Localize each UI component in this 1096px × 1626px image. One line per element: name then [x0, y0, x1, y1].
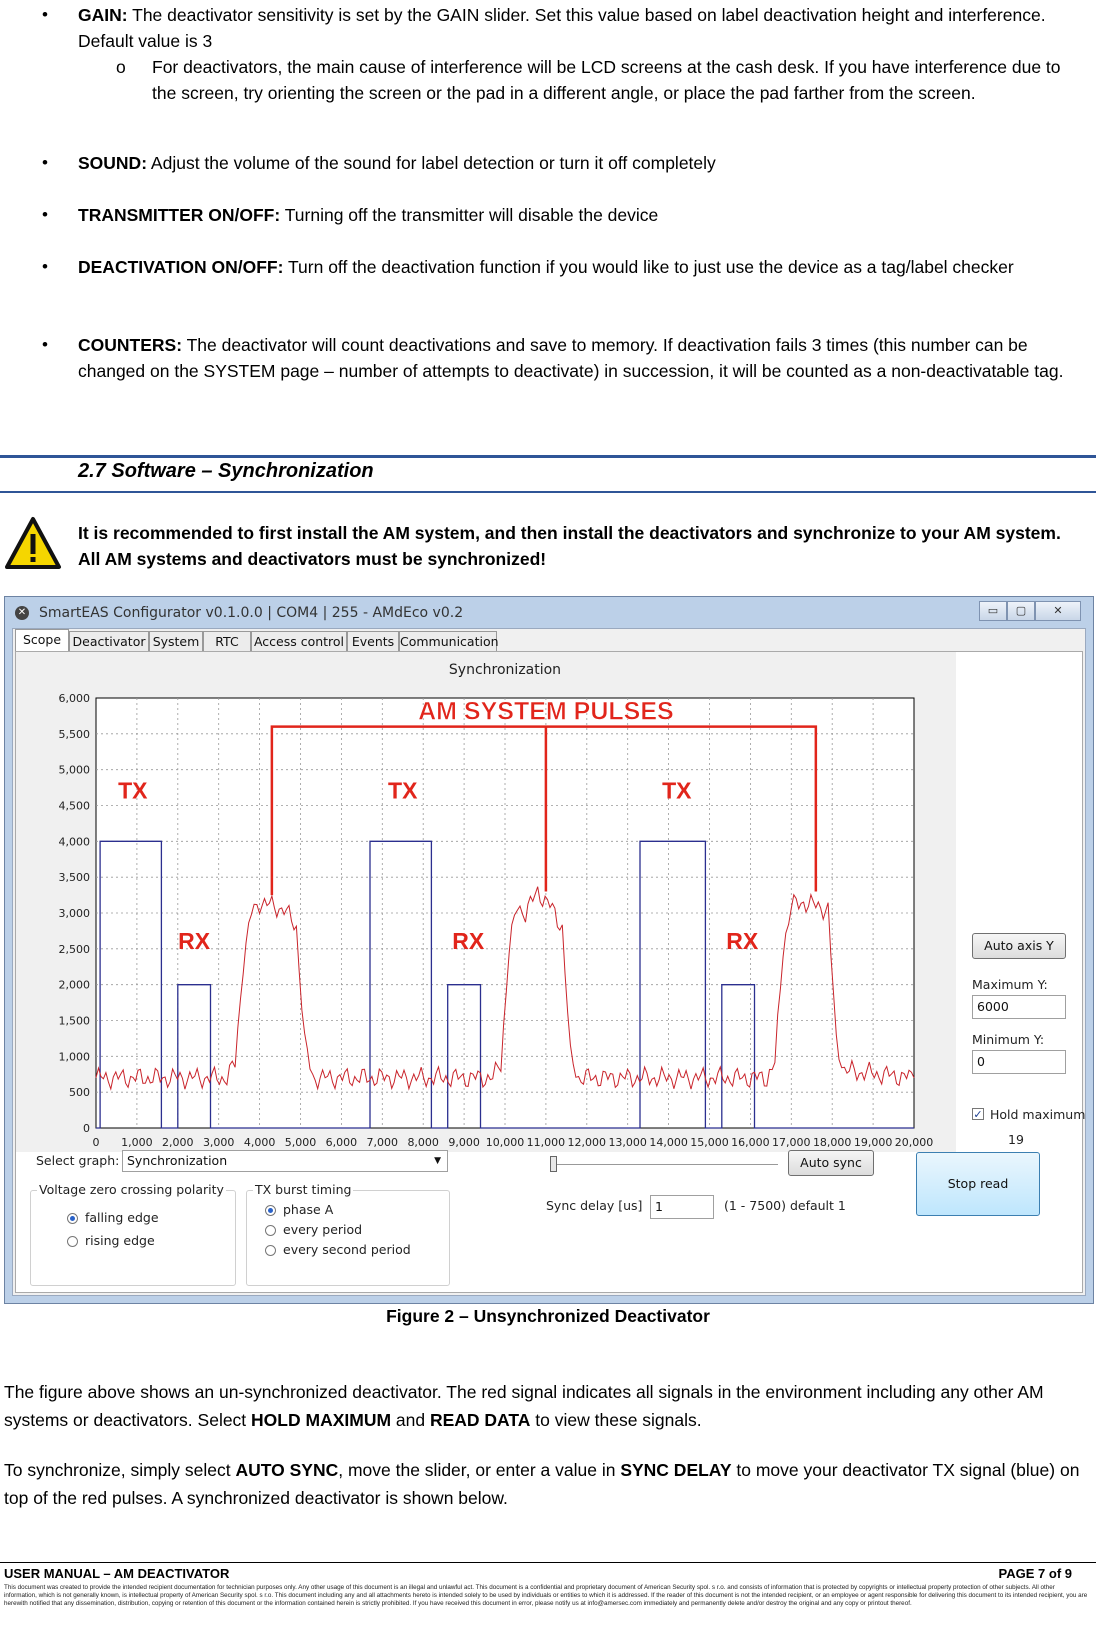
warning-text: It is recommended to first install the AM system, and then install the deactivators and synchronize to your AM system. All AM systems and deactivators must be synchronized!: [78, 523, 1061, 569]
configurator-window: [4, 596, 1094, 1304]
y-tick-label: 4,000: [58, 835, 90, 849]
paragraph-unsynchronized: [4, 1378, 1084, 1434]
x-tick-label: 17,000: [772, 1136, 811, 1149]
stop-read-button[interactable]: Stop read: [916, 1152, 1040, 1216]
bullet-text: Turn off the deactivation function if you would like to just use the device as a tag/label checker: [283, 257, 1014, 277]
rising-edge-radio[interactable]: [67, 1236, 78, 1247]
footer-rule: [0, 1562, 1096, 1563]
app-icon: ✕: [15, 606, 29, 620]
bullet-deactivation: [42, 254, 1088, 280]
section-title: 2.7 Software – Synchronization: [78, 460, 374, 482]
falling-edge-label: falling edge: [85, 1210, 159, 1225]
tab-communication[interactable]: Communication: [399, 631, 497, 652]
sync-delay-input[interactable]: 1: [650, 1195, 714, 1219]
x-tick-label: 19,000: [853, 1136, 893, 1149]
bullet-dot: •: [42, 205, 48, 224]
sub-bullet-marker: o: [116, 57, 126, 77]
bullet-dot: •: [42, 5, 48, 24]
close-button[interactable]: ✕: [1035, 601, 1081, 621]
bullet-head: GAIN:: [78, 5, 128, 25]
footer-title: USER MANUAL – AM DEACTIVATOR: [4, 1566, 230, 1581]
paragraph-synchronize: [4, 1456, 1084, 1512]
tab-deactivator[interactable]: Deactivator: [69, 631, 149, 652]
minimum-y-input[interactable]: 0: [972, 1050, 1066, 1074]
para-bold: SYNC DELAY: [620, 1460, 732, 1480]
every-period-radio[interactable]: [265, 1225, 276, 1236]
maximize-button[interactable]: ▢: [1007, 601, 1035, 621]
para-text: The figure above shows an un-synchronized deactivator. The red signal indicates all signals in the environment including any other AM systems or deactivators. Select: [4, 1382, 1044, 1430]
every-period-label: every period: [283, 1222, 363, 1237]
window-client: [12, 628, 1086, 1296]
x-tick-label: 1,000: [121, 1136, 153, 1149]
x-tick-label: 16,000: [731, 1136, 770, 1149]
minimize-button[interactable]: ▭: [979, 601, 1007, 621]
para-text: to move your deactivator TX signal (blue) on top of the red pulses. A synchronized deactivator is shown below.: [4, 1460, 1080, 1508]
select-graph-dropdown[interactable]: [122, 1150, 448, 1172]
x-tick-label: 9,000: [448, 1136, 480, 1149]
y-tick-label: 500: [69, 1086, 90, 1100]
rising-edge-label: rising edge: [85, 1233, 155, 1248]
x-tick-label: 2,000: [162, 1136, 194, 1149]
bullet-dot: •: [42, 257, 48, 276]
bullet-head: COUNTERS:: [78, 335, 183, 355]
hold-maximum-checkbox[interactable]: ✓: [973, 1108, 983, 1121]
sub-bullet-interference: [116, 54, 1088, 106]
x-tick-label: 5,000: [284, 1136, 317, 1149]
x-tick-label: 20,000: [894, 1136, 934, 1149]
tab-events[interactable]: Events: [347, 631, 399, 652]
tx-label: TX: [118, 777, 148, 804]
dropdown-arrow-icon: ▼: [434, 1156, 441, 1166]
sync-delay-label: Sync delay [us]: [546, 1198, 643, 1213]
voltage-polarity-group: [30, 1182, 236, 1286]
sync-delay-range: (1 - 7500) default 1: [724, 1198, 846, 1213]
bullet-head: TRANSMITTER ON/OFF:: [78, 205, 281, 225]
para-bold: READ DATA: [429, 1410, 531, 1430]
y-tick-label: 5,000: [58, 763, 90, 777]
select-graph-value: Synchronization: [127, 1153, 228, 1168]
bullet-text: Adjust the volume of the sound for label detection or turn it off completely: [147, 153, 716, 173]
para-bold: HOLD MAXIMUM: [251, 1410, 392, 1430]
figure-caption: Figure 2 – Unsynchronized Deactivator: [386, 1306, 710, 1326]
x-tick-label: 13,000: [608, 1136, 647, 1149]
para-text: and: [391, 1410, 430, 1430]
sync-slider-thumb[interactable]: [550, 1156, 557, 1172]
bullet-text: The deactivator will count deactivations and save to memory. If deactivation fails 3 times (this number can be changed on the SYSTEM page – number of attempts to deactivate) in succession, it will be counted as a non-deactivatable tag.: [78, 335, 1064, 381]
maximum-y-input[interactable]: 6000: [972, 995, 1066, 1019]
y-tick-label: 6,000: [58, 692, 90, 705]
bullet-dot: •: [42, 335, 48, 354]
page-number: PAGE 7 of 9: [998, 1566, 1072, 1581]
bullet-head: DEACTIVATION ON/OFF:: [78, 257, 284, 277]
rx-label: RX: [452, 927, 485, 954]
x-tick-label: 7,000: [366, 1136, 399, 1149]
tab-scope[interactable]: Scope: [15, 629, 69, 653]
bullet-sound: [42, 150, 1088, 176]
sub-bullet-text: For deactivators, the main cause of interference will be LCD screens at the cash desk. If you have interference due to the screen, try orienting the screen or the pad in a different angle, or place the pad farther from the screen.: [152, 57, 1061, 103]
bullet-gain: [42, 2, 1088, 54]
x-tick-label: 3,000: [202, 1136, 235, 1149]
y-tick-label: 5,500: [58, 727, 90, 741]
para-text: to view these signals.: [530, 1410, 702, 1430]
hold-count: 19: [1008, 1132, 1024, 1147]
select-graph-label: Select graph:: [36, 1153, 120, 1168]
bullet-head: SOUND:: [78, 153, 148, 173]
phase-a-radio[interactable]: [265, 1205, 276, 1216]
bullet-dot: •: [42, 153, 48, 172]
para-text: , move the slider, or enter a value in: [338, 1460, 621, 1480]
y-tick-label: 1,500: [58, 1014, 90, 1028]
y-tick-label: 2,500: [58, 942, 90, 956]
tab-system[interactable]: System: [149, 631, 203, 652]
x-tick-label: 15,000: [690, 1136, 729, 1149]
y-tick-label: 4,500: [58, 799, 90, 813]
tx-label: TX: [388, 777, 418, 804]
hold-maximum-label: Hold maximum: [990, 1107, 1086, 1122]
legal-notice: This document was created to provide the intended recipient documentation for technician purposes only. Any other usage of this document is an illegal and unlawful act. This document is a confidential and proprietary document of American Security spol. s r.o. and consists of information that is protected by copyrights or intellectual property protection of other subjects. All other information, which is not generally known, is intellectual property of American Security spol. s r.o. This document including any and all attachments hereto is intended solely to be used by individuals or entities to which it is addressed. If the reader of this document is not the intended recipient, or an employee or agent responsible for delivering this document to its intended recipient, you are herewith notified that any dissemination, distribution, copying or retention of this document or the information contained herein is strictly prohibited. If you have received this document in error, please notify us at info@amersec.com immediately and permanently delete and/or destroy the original and any copy or printout thereof.: [4, 1584, 1088, 1607]
x-tick-label: 12,000: [567, 1136, 607, 1149]
rx-label: RX: [178, 927, 211, 954]
auto-sync-button[interactable]: Auto sync: [788, 1150, 874, 1176]
group-title: Voltage zero crossing polarity: [39, 1182, 224, 1197]
x-tick-label: 6,000: [325, 1136, 358, 1149]
every-second-period-radio[interactable]: [265, 1245, 276, 1256]
bullet-text: The deactivator sensitivity is set by the GAIN slider. Set this value based on label deactivation height and interference. Default value is 3: [78, 5, 1046, 51]
bullet-text: Turning off the transmitter will disable the device: [280, 205, 659, 225]
y-tick-label: 0: [83, 1122, 90, 1135]
bullet-transmitter: [42, 202, 1088, 228]
window-title: SmartEAS Configurator v0.1.0.0 | COM4 | 255 - AMdEco v0.2: [39, 605, 464, 621]
x-tick-label: 0: [92, 1136, 100, 1149]
scope-pane: [15, 651, 1086, 1293]
x-tick-label: 8,000: [407, 1136, 439, 1149]
x-tick-label: 18,000: [812, 1136, 852, 1149]
rx-label: RX: [726, 927, 759, 954]
y-tick-label: 1,000: [58, 1050, 90, 1064]
phase-a-label: phase A: [283, 1202, 334, 1217]
maximum-y-label: Maximum Y:: [972, 977, 1048, 992]
y-tick-label: 2,000: [58, 978, 90, 992]
para-text: To synchronize, simply select: [4, 1460, 236, 1480]
x-tick-label: 11,000: [526, 1136, 566, 1149]
x-tick-label: 4,000: [243, 1136, 276, 1149]
sync-slider-track[interactable]: [552, 1164, 778, 1165]
every-second-period-label: every second period: [283, 1242, 411, 1257]
auto-axis-y-button[interactable]: Auto axis Y: [972, 933, 1066, 959]
bullet-counters: [42, 332, 1088, 384]
para-bold: AUTO SYNC: [235, 1460, 339, 1480]
tab-access-control[interactable]: Access control: [251, 631, 347, 652]
section-rule-top: [0, 455, 1096, 458]
falling-edge-radio[interactable]: [67, 1213, 78, 1224]
x-tick-label: 14,000: [649, 1136, 688, 1149]
group-title: TX burst timing: [255, 1182, 352, 1197]
section-rule-bottom: [0, 491, 1096, 493]
synchronization-chart: [16, 652, 956, 1152]
chart-title: Synchronization: [448, 662, 562, 678]
warning-icon: [4, 516, 62, 570]
y-tick-label: 3,500: [58, 871, 90, 885]
y-tick-label: 3,000: [58, 907, 90, 920]
tx-label: TX: [662, 777, 692, 804]
minimum-y-label: Minimum Y:: [972, 1032, 1045, 1047]
tx-burst-timing-group: [246, 1182, 450, 1286]
tab-rtc[interactable]: RTC: [203, 631, 251, 652]
x-tick-label: 10,000: [485, 1136, 525, 1149]
am-system-pulses-label: AM SYSTEM PULSES: [418, 697, 674, 726]
